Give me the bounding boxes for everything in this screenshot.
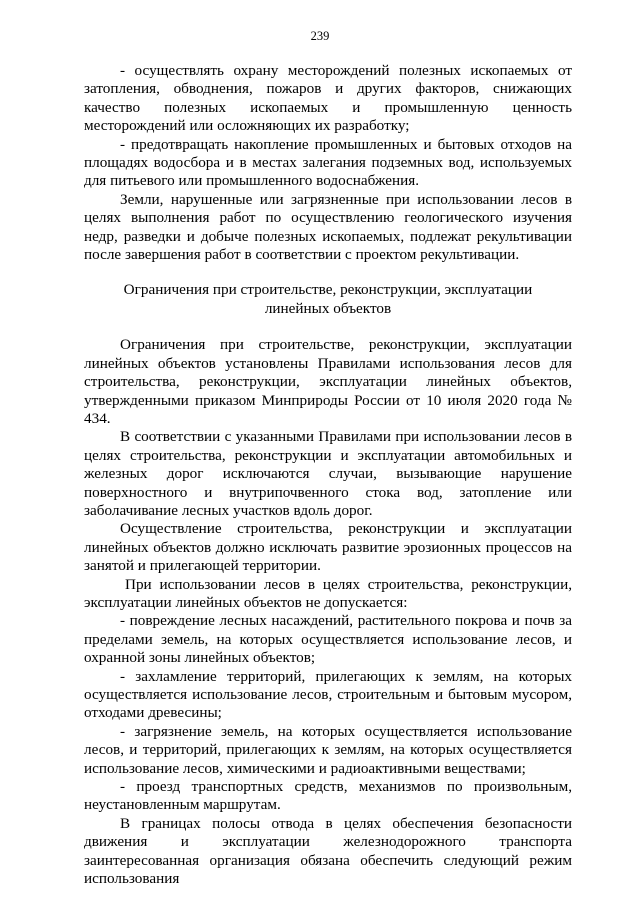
paragraph-mineral-protection: - осуществлять охрану месторождений полезных ископаемых от затопления, обводнения, пожаров и других факторов, снижающих качество полезных ископаемых и промышленную ценность месторождений или осложняющих их разработку; — [84, 62, 572, 135]
paragraph-erosion: Осуществление строительства, реконструкции и эксплуатации линейных объектов должно исключать развитие эрозионных процессов на занятой и прилегающей территории. — [84, 520, 572, 575]
paragraph-not-allowed-intro: При использовании лесов в целях строительства, реконструкции, эксплуатации линейных объектов не допускается: — [84, 575, 572, 611]
document-body — [84, 62, 572, 888]
paragraph-right-of-way: В границах полосы отвода в целях обеспечения безопасности движения и эксплуатации железнодорожного транспорта заинтересованная организация обязана обеспечить следующий режим использования — [84, 814, 572, 888]
list-item-littering: - захламление территорий, прилегающих к землям, на которых осуществляется использование лесов, строительным и бытовым мусором, отходами древесины; — [84, 667, 572, 722]
page-number: 239 — [310, 29, 330, 43]
paragraph-waste-prevention: - предотвращать накопление промышленных и бытовых отходов на площадях водосбора и в местах залегания подземных вод, используемых для питьевого или промышленного водоснабжения. — [84, 135, 572, 190]
list-item-vehicles: - проезд транспортных средств, механизмов по произвольным, неустановленным маршрутам. — [84, 778, 572, 814]
paragraph-land-reclamation: Земли, нарушенные или загрязненные при использовании лесов в целях выполнения работ по осуществлению геологического изучения недр, разведки и добыче полезных ископаемых, подлежат рекультивации после завершения работ в соответствии с проектом рекультивации. — [84, 190, 572, 264]
paragraph-roads-drainage: В соответствии с указанными Правилами при использовании лесов в целях строительства, реконструкции и эксплуатации автомобильных и железных дорог исключаются случаи, вызывающие нарушение поверхностного и внутрипочвенного стока вод, затопление или заболачивание лесных участков вдоль дорог. — [84, 428, 572, 519]
paragraph-restrictions-rules: Ограничения при строительстве, реконструкции, эксплуатации линейных объектов установлены Правилами использования лесов для строительства, реконструкции, эксплуатации линейных объектов, утвержденными приказом Минприроды России от 10 июля 2020 года № 434. — [84, 336, 572, 427]
section-heading: Ограничения при строительстве, реконструкции, эксплуатации линейных объектов — [123, 281, 533, 317]
list-item-pollution: - загрязнение земель, на которых осуществляется использование лесов, и территорий, прилегающих к землям, на которых осуществляется использование лесов, химическими и радиоактивными веществами; — [84, 722, 572, 777]
list-item-damage: - повреждение лесных насаждений, растительного покрова и почв за пределами земель, на которых осуществляется использование лесов, и охранной зоны линейных объектов; — [84, 612, 572, 667]
